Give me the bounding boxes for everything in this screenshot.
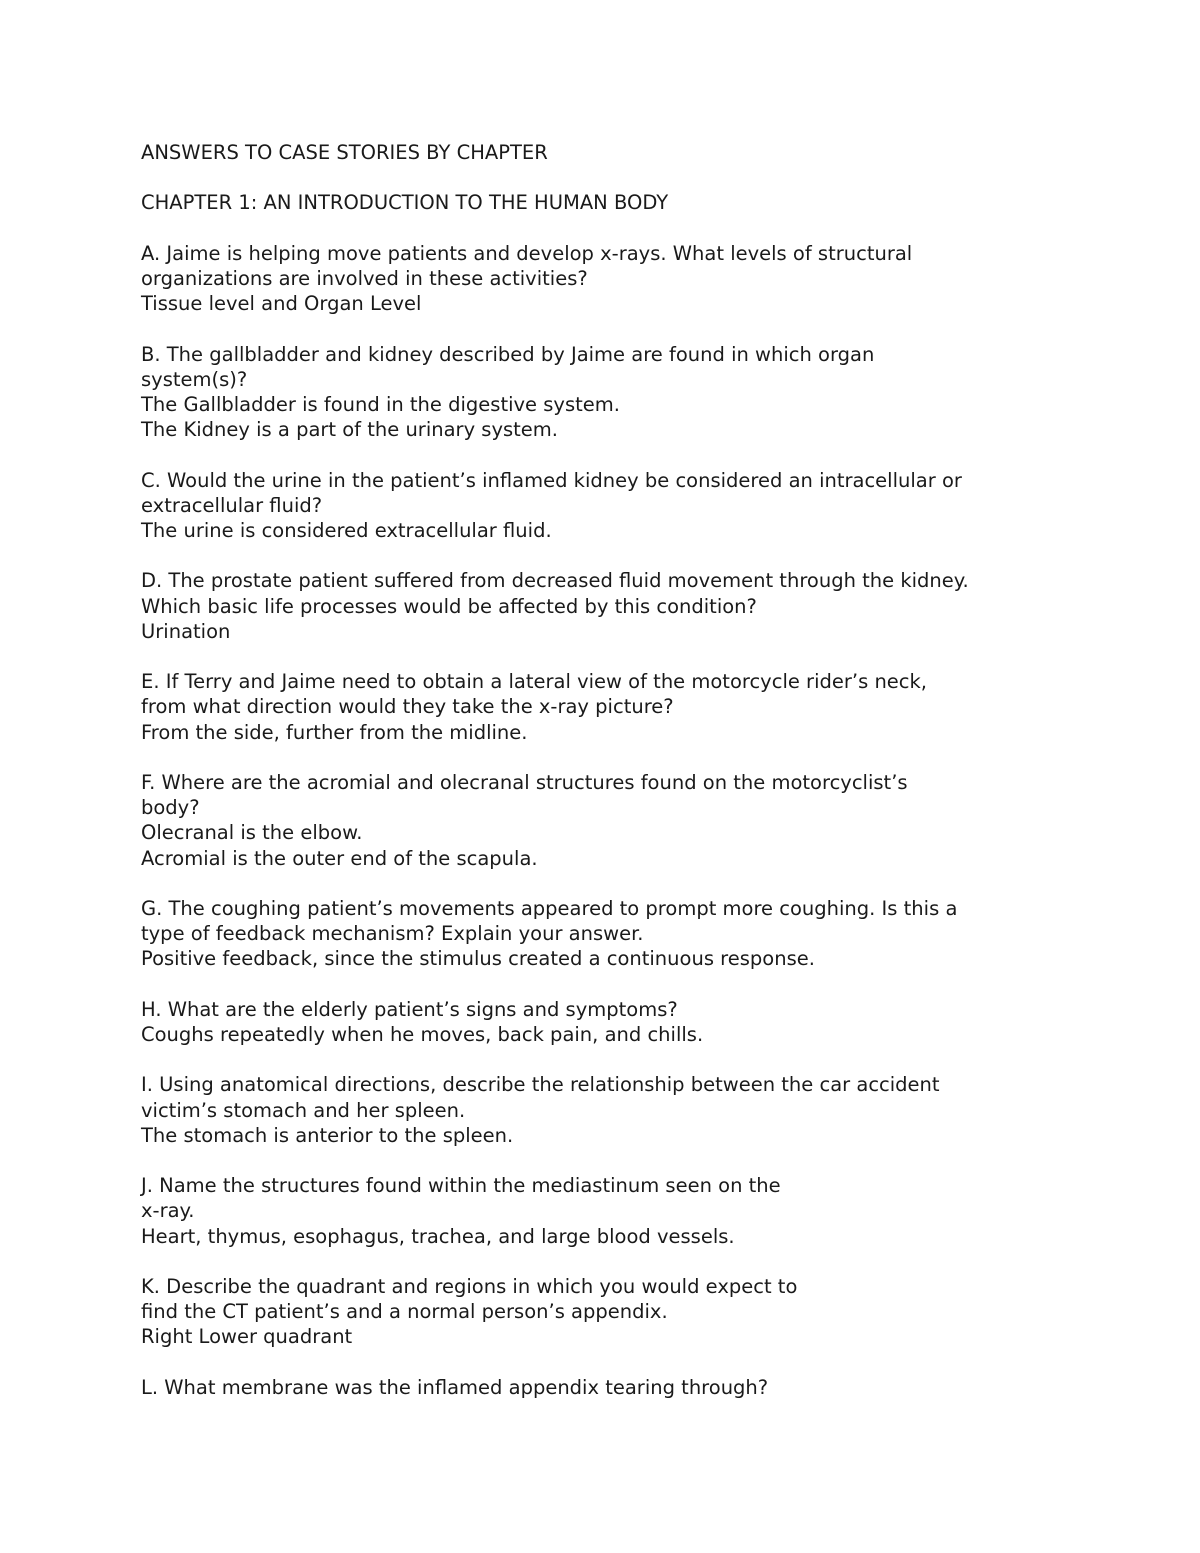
question-block (141, 770, 1101, 871)
question-text: from what direction would they take the x-ray picture? (141, 695, 674, 719)
chapter-heading: CHAPTER 1: AN INTRODUCTION TO THE HUMAN BODY (141, 191, 669, 215)
question-text: I. Using anatomical directions, describe the relationship between the car accident (141, 1073, 940, 1097)
question-text: H. What are the elderly patient’s signs and symptoms? (141, 997, 678, 1021)
question-block (141, 1072, 1101, 1148)
question-block (141, 1173, 1101, 1249)
answer-text: From the side, further from the midline. (141, 720, 528, 744)
question-text: J. Name the structures found within the mediastinum seen on the (141, 1174, 781, 1198)
document-content (141, 140, 1101, 1425)
question-text: extracellular fluid? (141, 493, 323, 517)
answer-text: Olecranal is the elbow. (141, 821, 363, 845)
question-text: G. The coughing patient’s movements appeared to prompt more coughing. Is this a (141, 896, 958, 920)
question-block (141, 896, 1101, 972)
spacer (141, 216, 1101, 241)
question-block (141, 468, 1101, 544)
document-title: ANSWERS TO CASE STORIES BY CHAPTER (141, 141, 548, 164)
answer-text: The Gallbladder is found in the digestive system. (141, 392, 620, 416)
answer-text: The urine is considered extracellular fluid. (141, 518, 552, 542)
question-text: x-ray. (141, 1199, 195, 1223)
question-text: C. Would the urine in the patient’s inflamed kidney be considered an intracellular or (141, 468, 962, 492)
question-text: B. The gallbladder and kidney described by Jaime are found in which organ (141, 342, 875, 366)
question-text: type of feedback mechanism? Explain your answer. (141, 922, 644, 946)
answer-text: The stomach is anterior to the spleen. (141, 1123, 514, 1147)
answer-text: Acromial is the outer end of the scapula. (141, 846, 538, 870)
question-text: L. What membrane was the inflamed appendix tearing through? (141, 1375, 769, 1399)
answer-text: Heart, thymus, esophagus, trachea, and large blood vessels. (141, 1224, 735, 1248)
question-text: find the CT patient’s and a normal person’s appendix. (141, 1300, 668, 1324)
answer-text: Coughs repeatedly when he moves, back pain, and chills. (141, 1022, 704, 1046)
question-text: K. Describe the quadrant and regions in which you would expect to (141, 1274, 798, 1298)
answer-text: Tissue level and Organ Level (141, 292, 422, 316)
question-block (141, 241, 1101, 317)
question-text: victim’s stomach and her spleen. (141, 1098, 466, 1122)
question-block (141, 342, 1101, 443)
question-text: D. The prostate patient suffered from decreased fluid movement through the kidney. (141, 569, 969, 593)
question-block (141, 997, 1101, 1047)
spacer (141, 165, 1101, 190)
question-text: organizations are involved in these activities? (141, 266, 588, 290)
question-block (141, 568, 1101, 644)
answer-text: Right Lower quadrant (141, 1325, 353, 1349)
question-text: E. If Terry and Jaime need to obtain a lateral view of the motorcycle rider’s neck, (141, 670, 928, 694)
answer-text: The Kidney is a part of the urinary system. (141, 418, 559, 442)
answer-text: Positive feedback, since the stimulus created a continuous response. (141, 947, 815, 971)
question-list (141, 241, 1101, 1400)
question-text: body? (141, 796, 200, 820)
question-block (141, 1274, 1101, 1350)
question-text: Which basic life processes would be affected by this condition? (141, 594, 757, 618)
question-text: F. Where are the acromial and olecranal structures found on the motorcyclist’s (141, 770, 908, 794)
question-text: system(s)? (141, 367, 248, 391)
question-text: A. Jaime is helping move patients and develop x-rays. What levels of structural (141, 241, 913, 265)
answer-text: Urination (141, 619, 231, 643)
question-block (141, 1375, 1101, 1400)
question-block (141, 669, 1101, 745)
